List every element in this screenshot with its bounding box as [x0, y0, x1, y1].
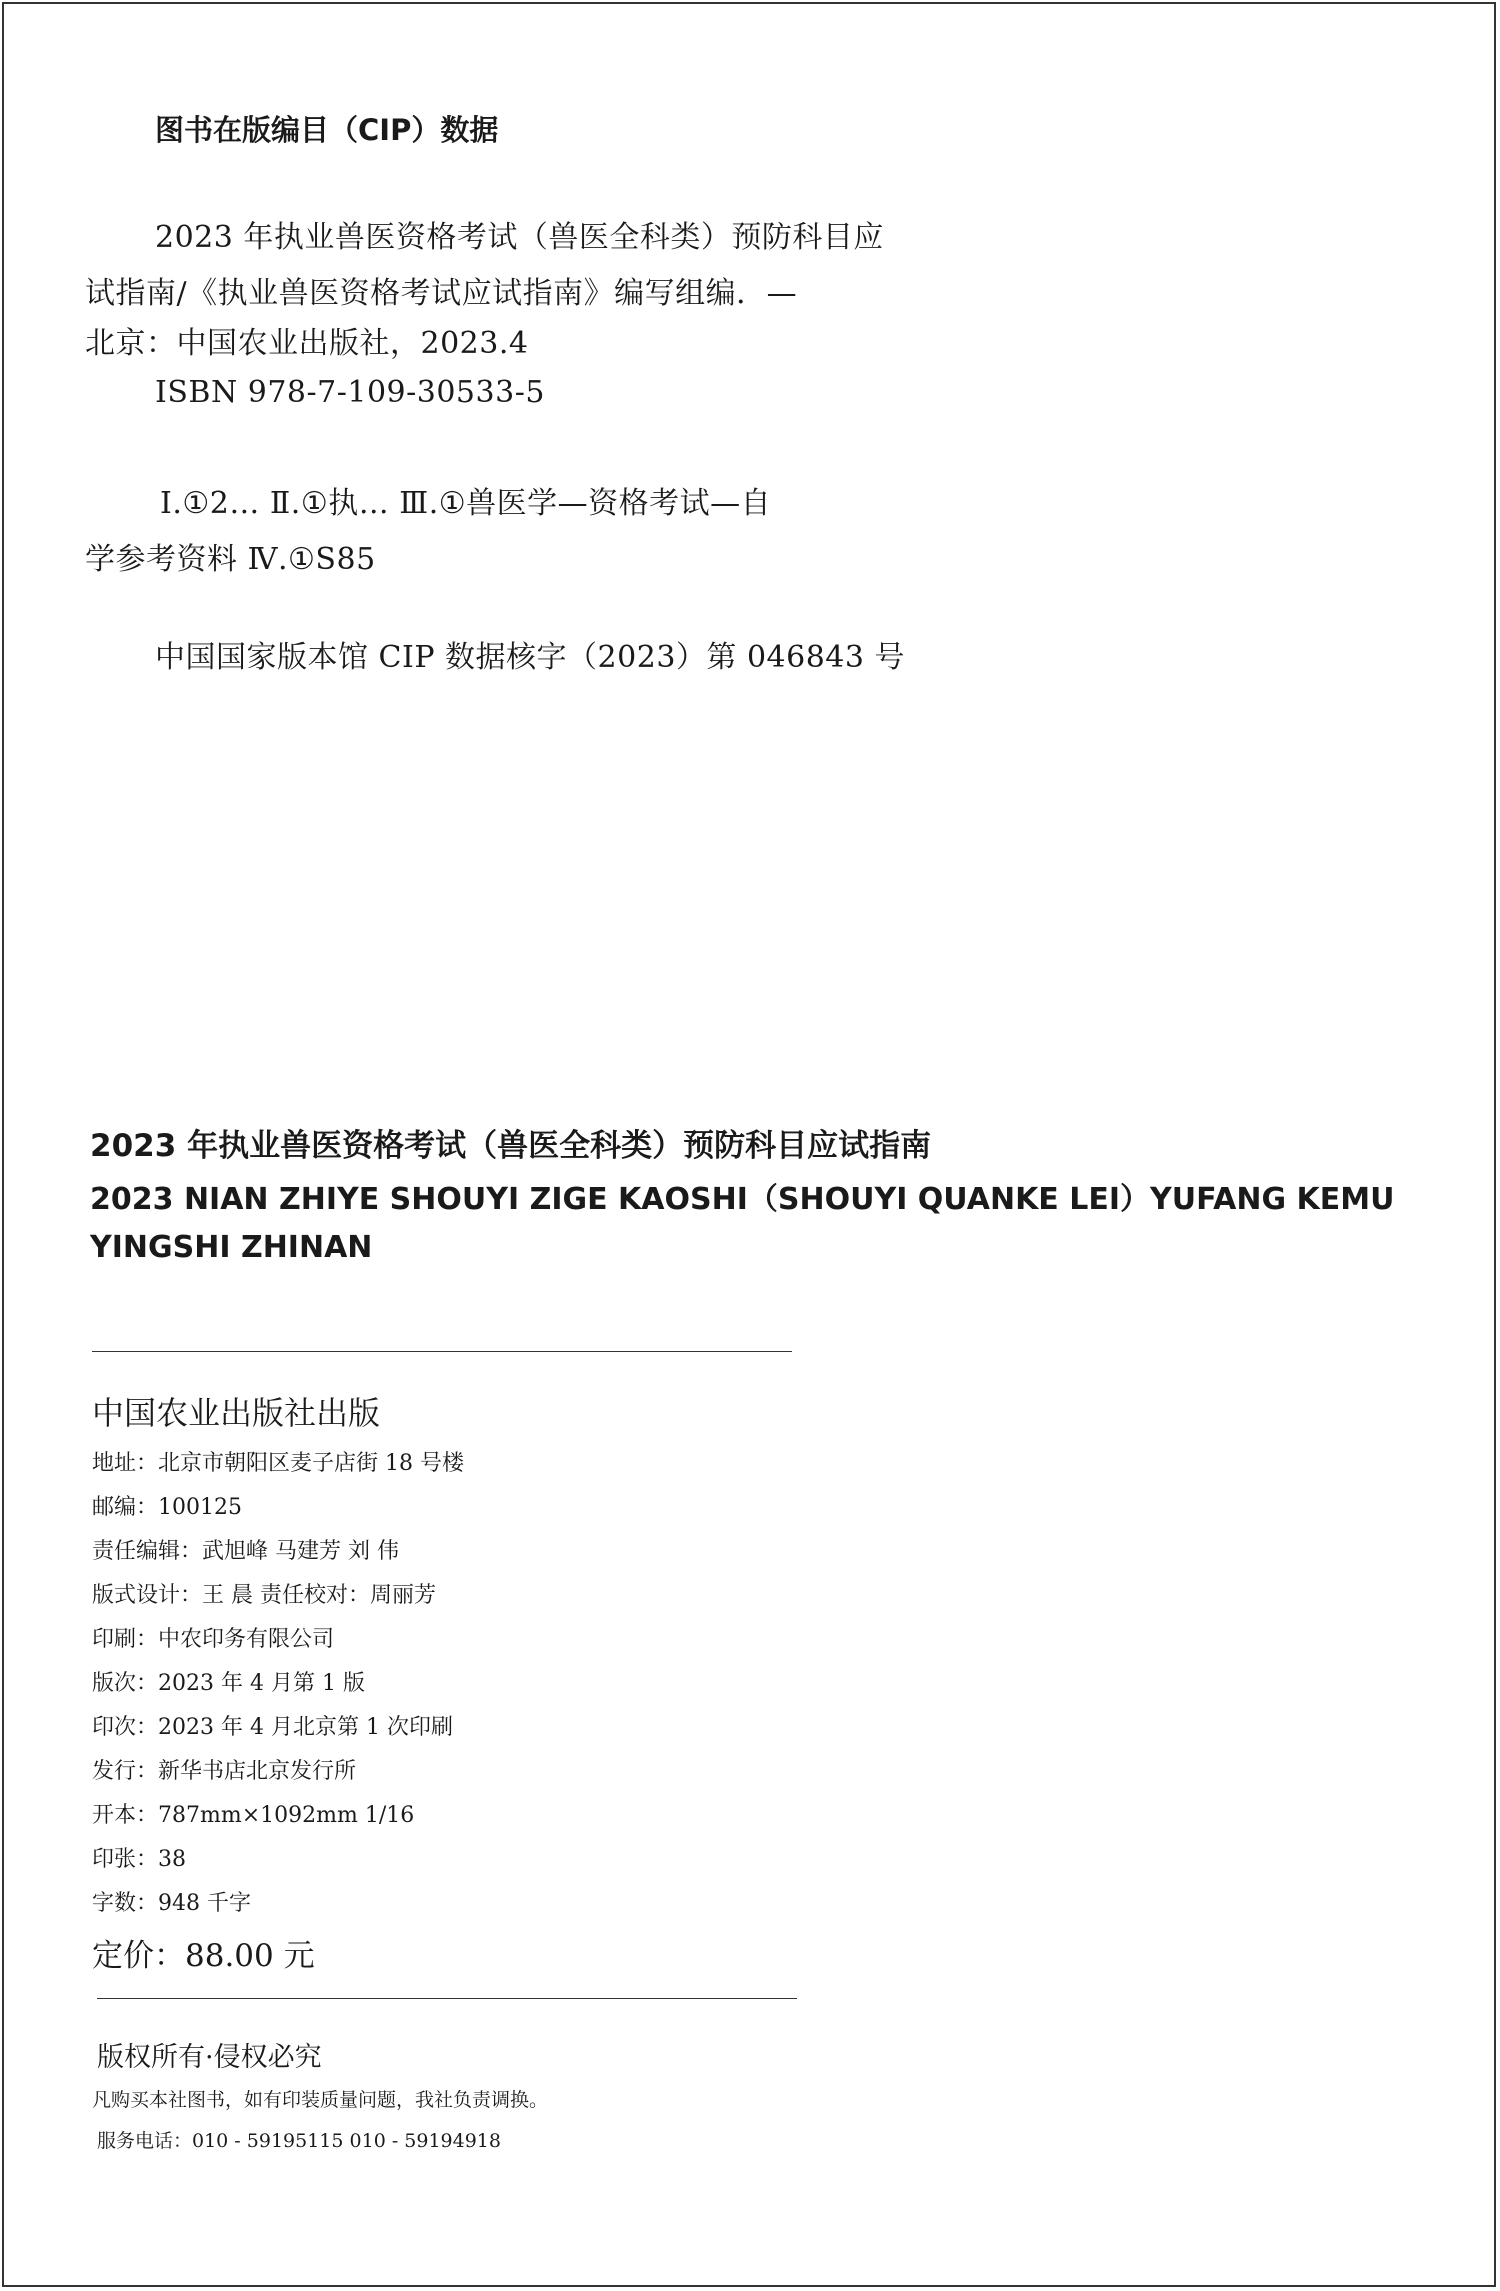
cip-isbn: ISBN 978-7-109-30533-5 — [155, 375, 545, 410]
cip-classification-2: 学参考资料 Ⅳ.①S85 — [85, 542, 376, 577]
cip-classification-1: Ⅰ.①2… Ⅱ.①执… Ⅲ.①兽医学—资格考试—自 — [160, 486, 772, 521]
book-title-cn: 2023 年执业兽医资格考试（兽医全科类）预防科目应试指南 — [90, 1128, 932, 1164]
info-distributor: 发行：新华书店北京发行所 — [92, 1759, 357, 1784]
info-sheets: 印张：38 — [92, 1847, 186, 1872]
book-title-pinyin-2: YINGSHI ZHINAN — [90, 1230, 373, 1265]
info-edition: 版次：2023 年 4 月第 1 版 — [92, 1671, 365, 1696]
cip-line-2: 试指南/《执业兽医资格考试应试指南》编写组编．— — [85, 276, 798, 311]
copyright-notice: 版权所有·侵权必究 — [97, 2042, 322, 2073]
info-format: 开本：787mm×1092mm 1/16 — [92, 1803, 415, 1828]
cip-line-1: 2023 年执业兽医资格考试（兽医全科类）预防科目应 — [155, 220, 884, 255]
info-postcode: 邮编：100125 — [92, 1495, 242, 1520]
cip-heading: 图书在版编目（CIP）数据 — [155, 113, 499, 147]
info-price: 定价：88.00 元 — [92, 1938, 315, 1974]
publisher-name: 中国农业出版社出版 — [92, 1394, 381, 1432]
info-impression: 印次：2023 年 4 月北京第 1 次印刷 — [92, 1715, 453, 1740]
info-address: 地址：北京市朝阳区麦子店街 18 号楼 — [92, 1451, 464, 1476]
divider-bottom — [97, 1998, 797, 1999]
quality-notice: 凡购买本社图书，如有印装质量问题，我社负责调换。 — [92, 2089, 549, 2111]
info-words: 字数：948 千字 — [92, 1891, 251, 1916]
divider-top — [92, 1351, 792, 1352]
service-phone: 服务电话：010 - 59195115 010 - 59194918 — [97, 2130, 501, 2152]
cip-line-3: 北京：中国农业出版社，2023.4 — [85, 326, 529, 361]
cip-verification-number: 中国国家版本馆 CIP 数据核字（2023）第 046843 号 — [155, 640, 906, 675]
info-design: 版式设计：王 晨 责任校对：周丽芳 — [92, 1583, 436, 1608]
book-title-pinyin-1: 2023 NIAN ZHIYE SHOUYI ZIGE KAOSHI（SHOUYI QUANKE LEI）YUFANG KEMU — [90, 1182, 1395, 1217]
info-editors: 责任编辑：武旭峰 马建芳 刘 伟 — [92, 1539, 399, 1564]
info-printer: 印刷：中农印务有限公司 — [92, 1627, 335, 1652]
